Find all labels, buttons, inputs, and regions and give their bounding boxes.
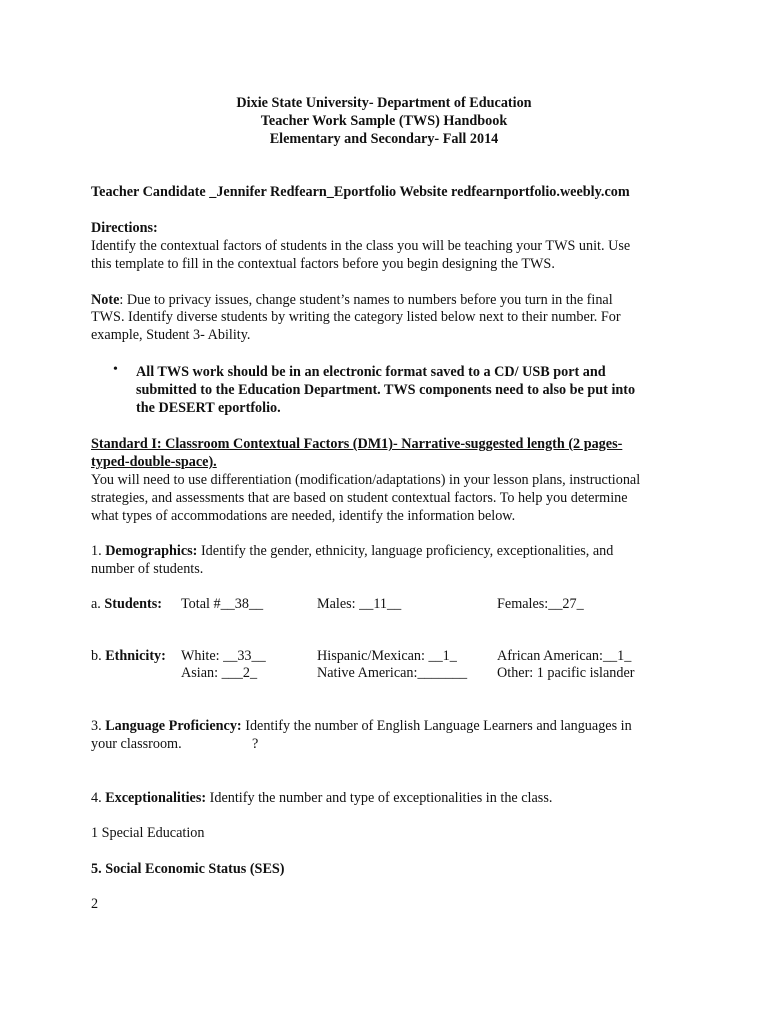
ses-answer: 2 bbox=[91, 896, 99, 912]
ethnicity-prefix: b. bbox=[91, 648, 106, 664]
demographics-number: 1. bbox=[91, 543, 106, 559]
note-label: Note bbox=[91, 292, 120, 308]
directions-text-1: Identify the contextual factors of students in the class you will be teaching your TWS unit. Use bbox=[91, 238, 631, 254]
ethnicity-asian: Asian: ___2_ bbox=[181, 665, 258, 681]
language-question-mark: ? bbox=[252, 736, 259, 752]
exceptionalities-number: 4. bbox=[91, 790, 106, 806]
note-line-2: TWS. Identify diverse students by writing the category listed below next to their number. For bbox=[91, 309, 621, 325]
exceptionalities-label: Exceptionalities: bbox=[105, 790, 207, 806]
students-label bbox=[91, 596, 162, 613]
header-line-2: Teacher Work Sample (TWS) Handbook bbox=[260, 113, 508, 129]
note-line-3: example, Student 3- Ability. bbox=[91, 327, 251, 343]
ethnicity-other: Other: 1 pacific islander bbox=[497, 665, 635, 681]
language-number: 3. bbox=[91, 718, 106, 734]
standard-text-1: You will need to use differentiation (modification/adaptations) in your lesson plans, instructional bbox=[91, 472, 641, 488]
exceptionalities-text: Identify the number and type of exceptionalities in the class. bbox=[206, 790, 553, 806]
ethnicity-label-text: Ethnicity: bbox=[105, 648, 166, 664]
students-males: Males: __11__ bbox=[317, 596, 402, 612]
exceptionalities-answer: 1 Special Education bbox=[91, 825, 205, 841]
header-line-1: Dixie State University- Department of Education bbox=[236, 95, 532, 111]
ethnicity-hispanic: Hispanic/Mexican: __1_ bbox=[317, 648, 457, 664]
language-line-1 bbox=[91, 718, 632, 735]
standard-text-3: what types of accommodations are needed, identify the information below. bbox=[91, 508, 516, 524]
demographics-text: Identify the gender, ethnicity, language proficiency, exceptionalities, and bbox=[197, 543, 614, 559]
students-prefix: a. bbox=[91, 596, 105, 612]
ethnicity-white: White: __33__ bbox=[181, 648, 266, 664]
note-text-1: : Due to privacy issues, change student’s names to numbers before you turn in the final bbox=[119, 292, 613, 308]
candidate-line: Teacher Candidate _Jennifer Redfearn_Eportfolio Website redfearnportfolio.weebly.com bbox=[91, 184, 630, 200]
ethnicity-african-american: African American:__1_ bbox=[497, 648, 632, 664]
language-label: Language Proficiency: bbox=[105, 718, 242, 734]
standard-heading-2: typed-double-space). bbox=[91, 454, 217, 470]
demographics-line-2: number of students. bbox=[91, 561, 204, 577]
students-label-text: Students: bbox=[104, 596, 162, 612]
standard-text-2: strategies, and assessments that are based on student contextual factors. To help you determine bbox=[91, 490, 628, 506]
ses-heading: 5. Social Economic Status (SES) bbox=[91, 861, 285, 877]
exceptionalities-line bbox=[91, 790, 552, 807]
bullet-line-1: All TWS work should be in an electronic format saved to a CD/ USB port and bbox=[136, 364, 606, 380]
students-females: Females:__27_ bbox=[497, 596, 584, 612]
ethnicity-label bbox=[91, 648, 166, 665]
bullet-line-3: the DESERT eportfolio. bbox=[136, 400, 281, 416]
note-line-1 bbox=[91, 292, 613, 309]
directions-heading: Directions: bbox=[91, 220, 158, 236]
demographics-label: Demographics: bbox=[105, 543, 198, 559]
demographics-line-1 bbox=[91, 543, 613, 560]
header-line-3: Elementary and Secondary- Fall 2014 bbox=[269, 131, 499, 147]
directions-text-2: this template to fill in the contextual factors before you begin designing the TWS. bbox=[91, 256, 555, 272]
standard-heading-1: Standard I: Classroom Contextual Factors (DM1)- Narrative-suggested length (2 pages- bbox=[91, 436, 623, 452]
bullet-marker: • bbox=[113, 362, 118, 377]
students-total: Total #__38__ bbox=[181, 596, 264, 612]
ethnicity-native-american: Native American:_______ bbox=[317, 665, 468, 681]
language-text: Identify the number of English Language Learners and languages in bbox=[241, 718, 632, 734]
language-line-2: your classroom. bbox=[91, 736, 182, 752]
bullet-line-2: submitted to the Education Department. TWS components need to also be put into bbox=[136, 382, 636, 398]
